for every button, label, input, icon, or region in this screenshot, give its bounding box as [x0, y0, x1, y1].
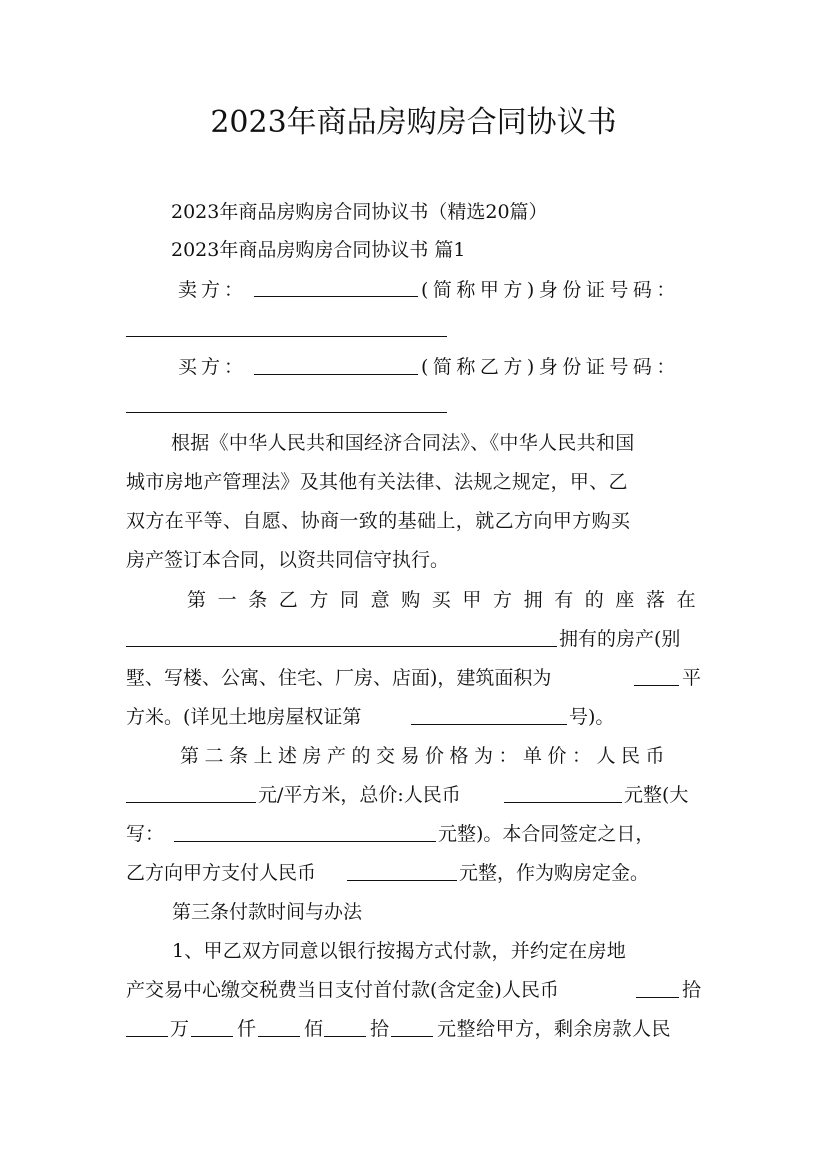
article2-line4: 乙方向甲方支付人民币 [126, 862, 317, 884]
article1-line3-tail: 平 [682, 667, 702, 689]
part-heading: 2023年商品房购房合同协议书 篇1 [171, 239, 466, 261]
amount-blank-1 [126, 1036, 168, 1037]
article2-line4-tail: 元整，作为购房定金。 [459, 862, 650, 884]
amount-blank-5 [391, 1036, 433, 1037]
unit-bai: 佰 [304, 1018, 324, 1040]
deposit-blank [347, 880, 457, 881]
down-payment-blank [636, 997, 679, 998]
seller-name-blank [254, 296, 418, 297]
unit-shi: 拾 [370, 1018, 390, 1040]
document-subtitle: 2023年商品房购房合同协议书（精选20篇） [171, 201, 548, 223]
total-price-blank [504, 802, 622, 803]
article2-line2-a: 元/平方米，总价:人民币 [258, 784, 461, 806]
buyer-id-label: (简称乙方)身份证号码： [421, 356, 680, 378]
unit-qian: 仟 [237, 1018, 257, 1040]
article3-line3-tail: 元整给甲方，剩余房款人民 [437, 1018, 672, 1040]
seller-id-label: (简称甲方)身份证号码： [421, 279, 680, 301]
buyer-label: 买方： [178, 356, 248, 378]
buyer-id-blank [126, 412, 447, 413]
article3-line2: 产交易中心缴交税费当日支付首付款(含定金)人民币 [126, 979, 559, 1001]
seller-label: 卖方： [178, 279, 248, 301]
article1-line4-tail: 号)。 [569, 706, 615, 728]
article2-line1: 第二条上述房产的交易价格为：单价：人民币 [180, 745, 671, 767]
article1-line3: 墅、写楼、公寓、住宅、厂房、店面)，建筑面积为 [126, 667, 552, 689]
para1-line3: 双方在平等、自愿、协商一致的基础上，就乙方向甲方购买 [126, 510, 631, 532]
amount-blank-4 [324, 1036, 366, 1037]
article2-line3: 写： [126, 823, 165, 845]
area-blank [634, 685, 679, 686]
amount-blank-3 [258, 1036, 300, 1037]
para1-line2: 城市房地产管理法》及其他有关法律、法规之规定，甲、乙 [126, 471, 628, 493]
article3-line2-tail: 拾 [682, 979, 702, 1001]
article3-line1: 1、甲乙双方同意以银行按揭方式付款，并约定在房地 [172, 940, 626, 962]
location-blank [126, 646, 557, 647]
article2-line2-b: 元整(大 [624, 784, 689, 806]
page-title: 2023年商品房购房合同协议书 [210, 105, 617, 140]
buyer-name-blank [254, 374, 418, 375]
amount-blank-2 [191, 1036, 233, 1037]
article2-line3-tail: 元整)。本合同签定之日， [438, 823, 655, 845]
para1-line4: 房产签订本合同，以资共同信守执行。 [126, 549, 450, 571]
unit-price-blank [126, 802, 256, 803]
total-price-words-blank [174, 841, 436, 842]
article1-line2: 拥有的房产(别 [559, 628, 681, 650]
unit-wan: 万 [170, 1018, 190, 1040]
para1-line1: 根据《中华人民共和国经济合同法》、《中华人民共和国 [171, 432, 635, 454]
article1-line1: 第一条乙方同意购买甲方拥有的座落在 [187, 589, 708, 611]
article3-heading: 第三条付款时间与办法 [172, 901, 363, 923]
certificate-number-blank [411, 724, 567, 725]
seller-id-blank [126, 336, 447, 337]
article1-line4: 方米。(详见土地房屋权证第 [126, 706, 362, 728]
